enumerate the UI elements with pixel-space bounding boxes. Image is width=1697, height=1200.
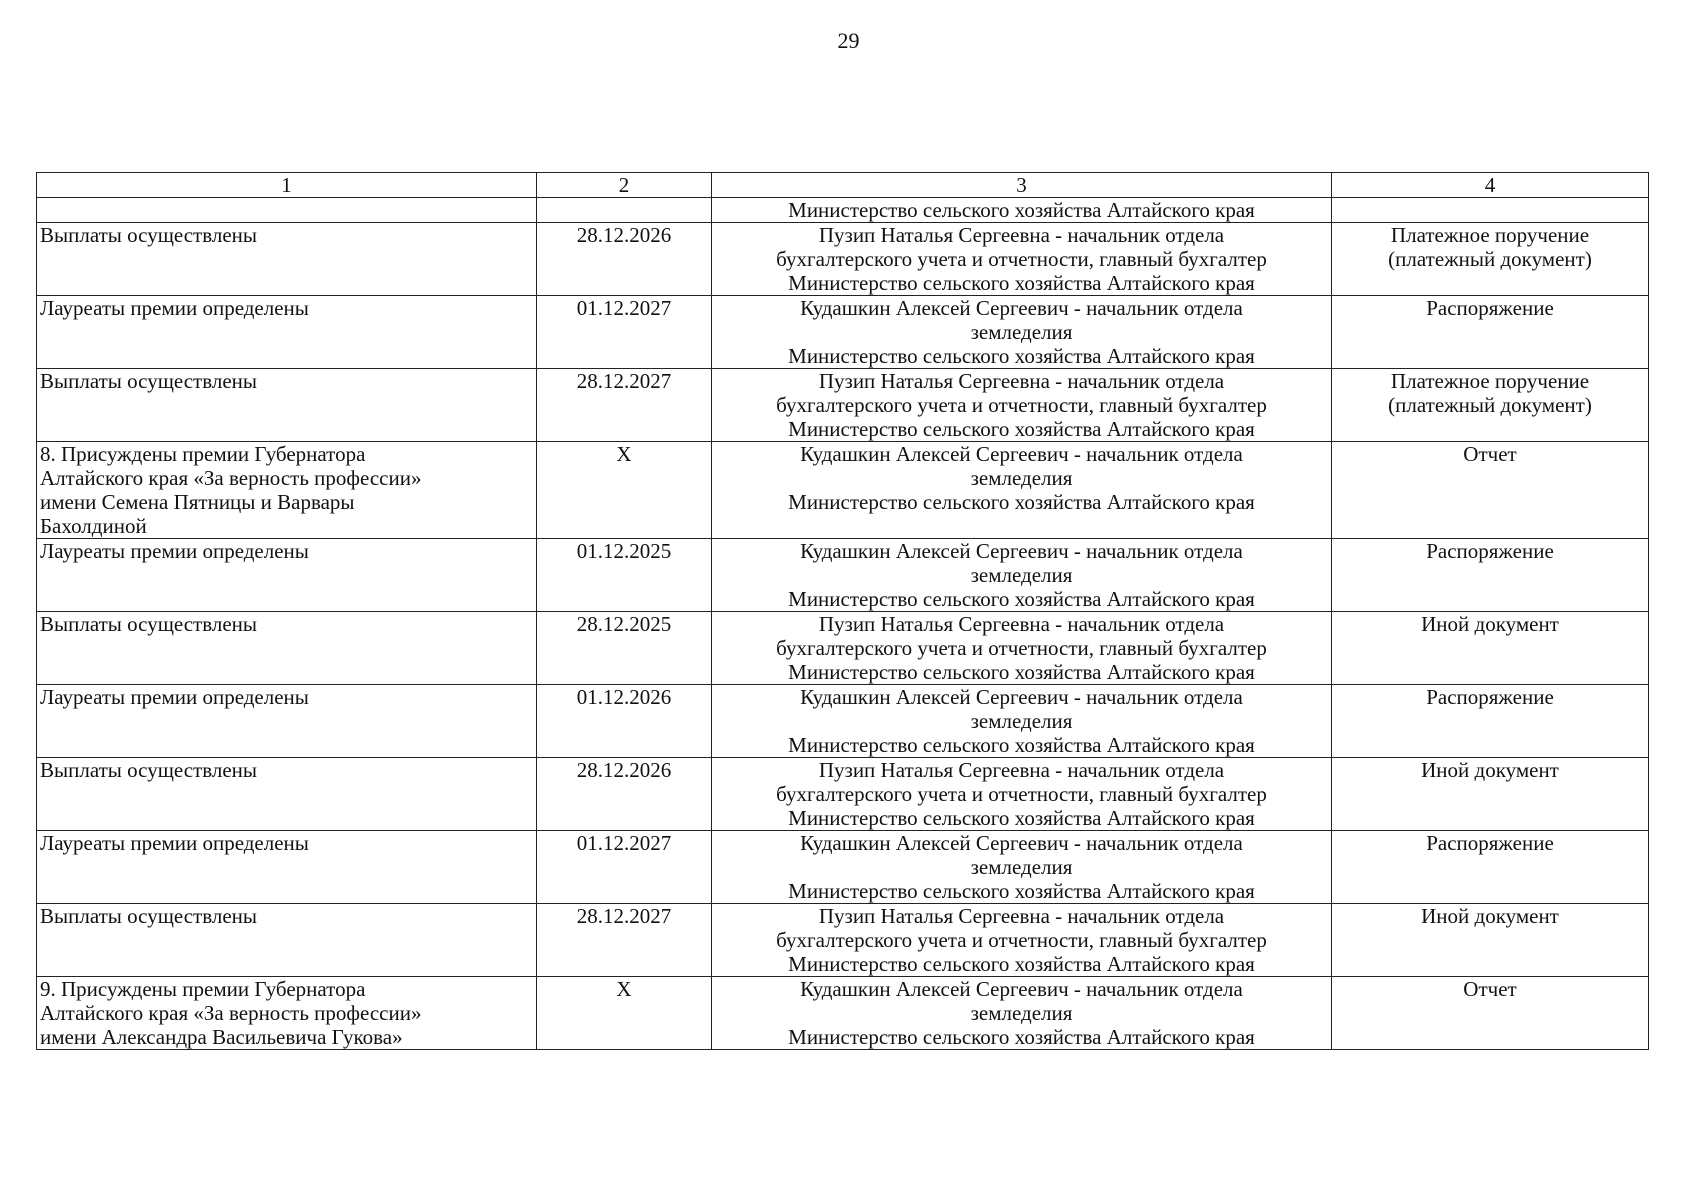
table-row <box>37 296 1649 369</box>
responsible-cell <box>712 758 1332 831</box>
document-type-cell-line: Распоряжение <box>1426 539 1554 563</box>
document-table <box>36 172 1649 1050</box>
date-cell: 28.12.2026 <box>537 758 712 831</box>
date-cell: X <box>537 442 712 539</box>
event-cell-line: Выплаты осуществлены <box>40 612 258 636</box>
event-cell <box>37 904 537 977</box>
table-row <box>37 977 1649 1050</box>
responsible-cell-line: бухгалтерского учета и отчетности, главный бухгалтер <box>776 393 1267 417</box>
event-cell-line: имени Семена Пятницы и Варвары <box>40 490 355 514</box>
document-type-cell <box>1332 198 1649 223</box>
event-cell <box>37 685 537 758</box>
event-cell-line: имени Александра Васильевича Гукова» <box>40 1025 403 1049</box>
responsible-cell-line: Пузип Наталья Сергеевна - начальник отдела <box>818 612 1225 636</box>
responsible-cell-line: Пузип Наталья Сергеевна - начальник отдела <box>818 369 1225 393</box>
document-type-cell-line: (платежный документ) <box>1388 393 1592 417</box>
event-cell <box>37 977 537 1050</box>
responsible-cell-line: Министерство сельского хозяйства Алтайского края <box>788 344 1255 368</box>
document-type-cell <box>1332 612 1649 685</box>
responsible-cell-line: земледелия <box>970 320 1073 344</box>
event-cell-line: Выплаты осуществлены <box>40 758 258 782</box>
date-cell: 28.12.2027 <box>537 904 712 977</box>
document-type-cell <box>1332 296 1649 369</box>
document-type-cell-line: Иной документ <box>1421 758 1559 782</box>
event-cell-line: 8. Присуждены премии Губернатора <box>40 442 366 466</box>
responsible-cell-line: Министерство сельского хозяйства Алтайского края <box>788 879 1255 903</box>
responsible-cell-line: земледелия <box>970 1001 1073 1025</box>
date-cell: X <box>537 977 712 1050</box>
document-type-cell-line: Распоряжение <box>1426 685 1554 709</box>
event-cell <box>37 369 537 442</box>
responsible-cell <box>712 977 1332 1050</box>
table-row <box>37 539 1649 612</box>
table-row <box>37 369 1649 442</box>
event-cell-line: Алтайского края «За верность профессии» <box>40 466 422 490</box>
table-row <box>37 612 1649 685</box>
responsible-cell-line: бухгалтерского учета и отчетности, главный бухгалтер <box>776 636 1267 660</box>
event-cell <box>37 198 537 223</box>
responsible-cell-line: бухгалтерского учета и отчетности, главный бухгалтер <box>776 782 1267 806</box>
event-cell-line: Алтайского края «За верность профессии» <box>40 1001 422 1025</box>
responsible-cell-line: Министерство сельского хозяйства Алтайского края <box>788 417 1255 441</box>
document-type-cell <box>1332 685 1649 758</box>
document-type-cell-line: Отчет <box>1463 442 1517 466</box>
responsible-cell <box>712 223 1332 296</box>
responsible-cell-line: Министерство сельского хозяйства Алтайского края <box>788 952 1255 976</box>
document-type-cell <box>1332 369 1649 442</box>
table-row <box>37 758 1649 831</box>
responsible-cell-line: Министерство сельского хозяйства Алтайского края <box>788 198 1255 222</box>
responsible-cell-line: земледелия <box>970 466 1073 490</box>
document-type-cell <box>1332 904 1649 977</box>
table-row <box>37 904 1649 977</box>
event-cell-line: Выплаты осуществлены <box>40 223 258 247</box>
table-body <box>37 198 1649 1050</box>
date-cell: 01.12.2027 <box>537 296 712 369</box>
responsible-cell-line: земледелия <box>970 563 1073 587</box>
event-cell <box>37 612 537 685</box>
event-cell-line: 9. Присуждены премии Губернатора <box>40 977 366 1001</box>
event-cell <box>37 831 537 904</box>
responsible-cell-line: Кудашкин Алексей Сергеевич - начальник отдела <box>800 442 1243 466</box>
responsible-cell-line: Кудашкин Алексей Сергеевич - начальник отдела <box>800 977 1243 1001</box>
event-cell <box>37 442 537 539</box>
column-header-1: 1 <box>37 173 537 198</box>
date-cell: 28.12.2026 <box>537 223 712 296</box>
responsible-cell-line: Министерство сельского хозяйства Алтайского края <box>788 490 1255 514</box>
responsible-cell-line: земледелия <box>970 855 1073 879</box>
responsible-cell-line: Кудашкин Алексей Сергеевич - начальник отдела <box>800 831 1243 855</box>
event-cell-line: Бахолдиной <box>40 514 147 538</box>
event-cell <box>37 758 537 831</box>
responsible-cell <box>712 685 1332 758</box>
event-cell <box>37 539 537 612</box>
date-cell: 28.12.2027 <box>537 369 712 442</box>
responsible-cell-line: земледелия <box>970 709 1073 733</box>
table-row <box>37 198 1649 223</box>
event-cell-line: Выплаты осуществлены <box>40 904 258 928</box>
document-type-cell-line: Распоряжение <box>1426 296 1554 320</box>
table-row <box>37 442 1649 539</box>
responsible-cell <box>712 904 1332 977</box>
event-cell <box>37 296 537 369</box>
responsible-cell <box>712 369 1332 442</box>
responsible-cell <box>712 442 1332 539</box>
date-cell: 28.12.2025 <box>537 612 712 685</box>
responsible-cell-line: Министерство сельского хозяйства Алтайского края <box>788 271 1255 295</box>
event-cell-line: Выплаты осуществлены <box>40 369 258 393</box>
responsible-cell <box>712 198 1332 223</box>
document-type-cell <box>1332 223 1649 296</box>
responsible-cell-line: Министерство сельского хозяйства Алтайского края <box>788 587 1255 611</box>
responsible-cell-line: Пузип Наталья Сергеевна - начальник отдела <box>818 223 1225 247</box>
document-type-cell-line: Отчет <box>1463 977 1517 1001</box>
date-cell <box>537 198 712 223</box>
responsible-cell <box>712 612 1332 685</box>
table-row <box>37 685 1649 758</box>
responsible-cell <box>712 539 1332 612</box>
table-row <box>37 223 1649 296</box>
event-cell-line: Лауреаты премии определены <box>40 831 309 855</box>
responsible-cell-line: Пузип Наталья Сергеевна - начальник отдела <box>818 758 1225 782</box>
document-type-cell-line: Иной документ <box>1421 904 1559 928</box>
responsible-cell-line: Министерство сельского хозяйства Алтайского края <box>788 1025 1255 1049</box>
date-cell: 01.12.2025 <box>537 539 712 612</box>
document-type-cell-line: Платежное поручение <box>1390 369 1590 393</box>
event-cell-line: Лауреаты премии определены <box>40 685 309 709</box>
responsible-cell <box>712 831 1332 904</box>
responsible-cell-line: Министерство сельского хозяйства Алтайского края <box>788 806 1255 830</box>
column-header-2: 2 <box>537 173 712 198</box>
responsible-cell-line: Министерство сельского хозяйства Алтайского края <box>788 733 1255 757</box>
column-header-4: 4 <box>1332 173 1649 198</box>
document-type-cell-line: (платежный документ) <box>1388 247 1592 271</box>
table-row <box>37 831 1649 904</box>
event-cell-line: Лауреаты премии определены <box>40 296 309 320</box>
document-type-cell-line: Иной документ <box>1421 612 1559 636</box>
date-cell: 01.12.2027 <box>537 831 712 904</box>
event-cell <box>37 223 537 296</box>
event-cell-line: Лауреаты премии определены <box>40 539 309 563</box>
responsible-cell-line: Пузип Наталья Сергеевна - начальник отдела <box>818 904 1225 928</box>
document-type-cell <box>1332 539 1649 612</box>
document-type-cell <box>1332 977 1649 1050</box>
date-cell: 01.12.2026 <box>537 685 712 758</box>
responsible-cell-line: Кудашкин Алексей Сергеевич - начальник отдела <box>800 539 1243 563</box>
document-type-cell-line: Платежное поручение <box>1390 223 1590 247</box>
table-header-row <box>37 173 1649 198</box>
responsible-cell-line: бухгалтерского учета и отчетности, главный бухгалтер <box>776 928 1267 952</box>
responsible-cell-line: Министерство сельского хозяйства Алтайского края <box>788 660 1255 684</box>
page-number: 29 <box>837 28 860 53</box>
document-type-cell <box>1332 758 1649 831</box>
responsible-cell-line: бухгалтерского учета и отчетности, главный бухгалтер <box>776 247 1267 271</box>
responsible-cell-line: Кудашкин Алексей Сергеевич - начальник отдела <box>800 296 1243 320</box>
document-type-cell <box>1332 831 1649 904</box>
document-type-cell-line: Распоряжение <box>1426 831 1554 855</box>
responsible-cell <box>712 296 1332 369</box>
column-header-3: 3 <box>712 173 1332 198</box>
responsible-cell-line: Кудашкин Алексей Сергеевич - начальник отдела <box>800 685 1243 709</box>
document-type-cell <box>1332 442 1649 539</box>
